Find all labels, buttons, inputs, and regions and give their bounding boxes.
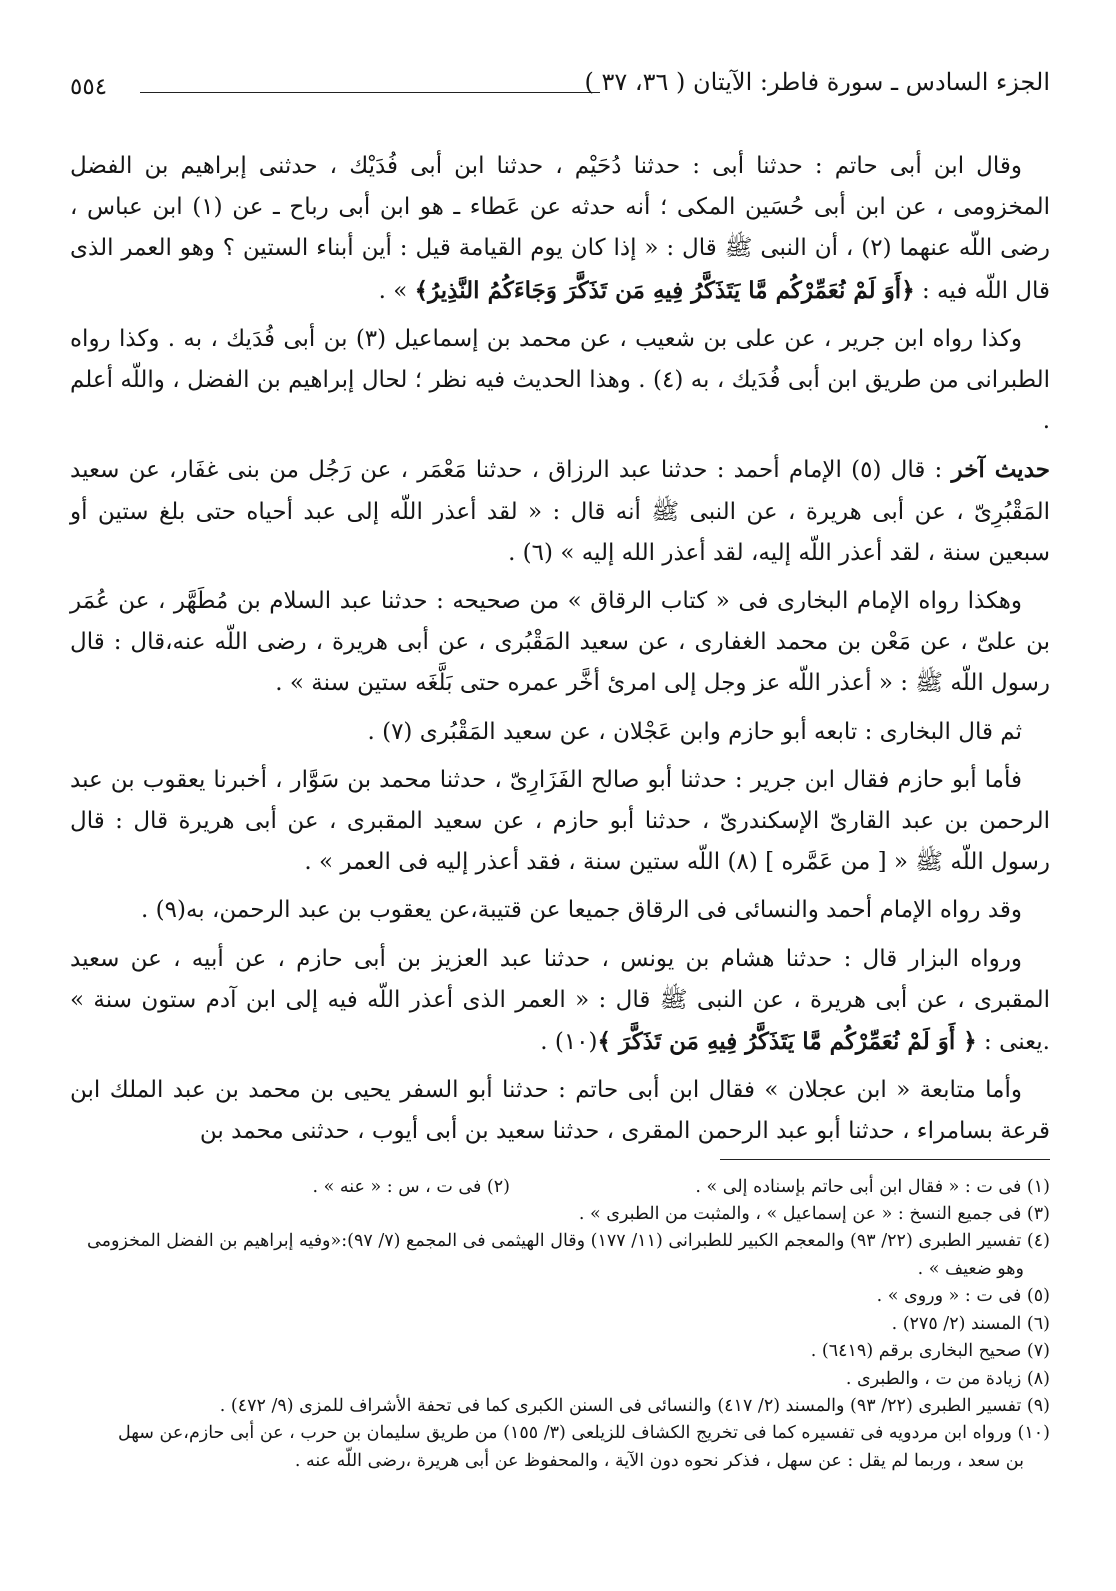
footnote-continuation: بن سعد ، وربما لم يقل : عن سهل ، فذكر نحوه دون الآية ، والمحفوظ عن أبى هريرة ،رضى اللّه عنه . [294,1450,1024,1471]
paragraph-text: ورواه البزار قال : حدثنا هشام بن يونس ، حدثنا عبد العزيز بن أبى حازم ، عن أبيه ، عن سعيد المقبرى ، عن أبى هريرة ، عن النبى ﷺ قال : « العمر الذى أعذر اللّه فيه إلى ابن آدم ستون سنة » .يعنى : [70,945,1050,1056]
footnote: (٩) تفسير الطبرى (٢٢/ ٩٣) والمسند (٢/ ٤١٧) والنسائى فى السنن الكبرى كما فى تحفة الأشراف للمزى (٩/ ٤٧٢) . [219,1395,1050,1416]
paragraph [70,890,1050,931]
footnotes [70,1174,1050,1475]
footnote: (١) فى ت : « فقال ابن أبى حاتم بإسناده إلى » . [695,1176,1050,1197]
footnote: (٢) فى ت ، س : « عنه » . [312,1176,510,1197]
footnote: (١٠) ورواه ابن مردويه فى تفسيره كما فى تخريج الكشاف للزيلعى (٣/ ١٥٥) من طريق سليمان بن حرب ، عن أبى حازم،عن سهل [117,1423,1050,1444]
running-header [70,62,1050,106]
paragraph [70,1070,1050,1152]
paragraph [70,760,1050,884]
paragraph-text: وكذا رواه ابن جرير ، عن على بن شعيب ، عن محمد بن إسماعيل (٣) بن أبى فُدَيك ، به . وكذا رواه الطبرانى من طريق ابن أبى فُدَيك ، به (٤) . وهذا الحديث فيه نظر ؛ لحال إبراهيم بن الفضل ، واللّه أعلم . [70,325,1051,435]
footnote: (٥) فى ت : « وروى » . [876,1286,1050,1307]
footnote-continuation: وهو ضعيف » . [917,1258,1024,1279]
quran-verse: ﴿ أَوَ لَمْ نُعَمِّرْكُم مَّا يَتَذَكَّرُ فِيهِ مَن تَذَكَّرَ ﴾ [597,1028,977,1056]
main-text [70,146,1050,1153]
paragraph [70,712,1050,753]
header-rule [140,92,600,93]
book-page [70,62,1050,1562]
footnote-separator [720,1159,1050,1160]
page-number: ٥٥٤ [70,74,108,100]
paragraph [70,939,1050,1064]
paragraph-text: وقد رواه الإمام أحمد والنسائى فى الرقاق جميعا عن قتيبة،عن يعقوب بن عبد الرحمن، به(٩) . [141,897,1022,924]
paragraph-text: ثم قال البخارى : تابعه أبو حازم وابن عَجْلان ، عن سعيد المَقْبُرى (٧) . [367,718,1022,745]
footnote: (٨) زيادة من ت ، والطبرى . [845,1368,1050,1389]
section-lead: حديث آخر [951,456,1050,484]
paragraph [70,581,1050,705]
paragraph-tail: (١٠) . [540,1029,598,1056]
paragraph-text: فأما أبو حازم فقال ابن جرير : حدثنا أبو صالح الفَزَارِىّ ، حدثنا محمد بن سَوَّار ، أخبرنا يعقوب بن عبد الرحمن بن عبد القارىّ الإسكندرىّ ، حدثنا أبو حازم ، عن سعيد المقبرى ، عن أبى هريرة قال : قال رسول اللّه ﷺ « [ من عَمَّره ] (٨) اللّه ستين سنة ، فقد أعذر إليه فى العمر » . [70,766,1050,876]
footnote-row [70,1174,1050,1201]
paragraph-text: وهكذا رواه الإمام البخارى فى « كتاب الرقاق » من صحيحه : حدثنا عبد السلام بن مُطَهَّر ، عن عُمَر بن علىّ ، عن مَعْن بن محمد الغفارى ، عن سعيد المَقْبُرى ، عن أبى هريرة ، رضى اللّه عنه،قال : قال رسول اللّه ﷺ : « أعذر اللّه عز وجل إلى امرئ أخَّر عمره حتى بَلَّغَه ستين سنة » . [70,588,1050,697]
quran-verse: ﴿أَوَ لَمْ نُعَمِّرْكُم مَّا يَتَذَكَّرُ فِيهِ مَن تَذَكَّرَ وَجَاءَكُمُ النَّذِيرُ﴾ [414,276,915,304]
paragraph [70,319,1050,443]
paragraph [70,449,1050,574]
paragraph-text: وأما متابعة « ابن عجلان » فقال ابن أبى حاتم : حدثنا أبو السفر يحيى بن محمد بن عبد الملك ابن قرعة بسامراء ، حدثنا أبو عبد الرحمن المقرى ، حدثنا سعيد بن أبى أيوب ، حدثنى محمد بن [70,1077,1050,1145]
paragraph [70,146,1050,312]
footnote: (٤) تفسير الطبرى (٢٢/ ٩٣) والمعجم الكبير للطبرانى (١١/ ١٧٧) وقال الهيثمى فى المجمع (٧/ ٩٧):«وفيه إبراهيم بن الفضل المخزومى [87,1231,1050,1252]
paragraph-text: : قال (٥) الإمام أحمد : حدثنا عبد الرزاق ، حدثنا مَعْمَر ، عن رَجُل من بنى غفَار، عن سعيد المَقْبُرِىّ ، عن أبى هريرة ، عن النبى ﷺ أنه قال : « لقد أعذر اللّه إلى عبد أحياه حتى بلغ ستين أو سبعين سنة ، لقد أعذر اللّه إليه، لقد أعذر الله إليه » (٦) . [70,457,1050,566]
paragraph-text: وقال ابن أبى حاتم : حدثنا أبى : حدثنا دُحَيْم ، حدثنا ابن أبى فُدَيْك ، حدثنى إبراهيم بن الفضل المخزومى ، عن ابن أبى حُسَين المكى ؛ أنه حدثه عن عَطاء ـ هو ابن أبى رباح ـ عن (١) ابن عباس ، رضى اللّه عنهما (٢) ، أن النبى ﷺ قال : « إذا كان يوم القيامة قيل : أين أبناء الستين ؟ وهو العمر الذى قال اللّه فيه : [70,153,1050,304]
footnote: (٣) فى جميع النسخ : « عن إسماعيل » ، والمثبت من الطبرى » . [578,1204,1050,1225]
footnote: (٧) صحيح البخارى برقم (٦٤١٩) . [810,1341,1050,1362]
paragraph-tail: » . [378,277,415,304]
footnote: (٦) المسند (٢/ ٢٧٥) . [891,1313,1050,1334]
running-title: الجزء السادس ـ سورة فاطر: الآيتان ( ٣٦، ٣٧ ) [584,68,1050,96]
